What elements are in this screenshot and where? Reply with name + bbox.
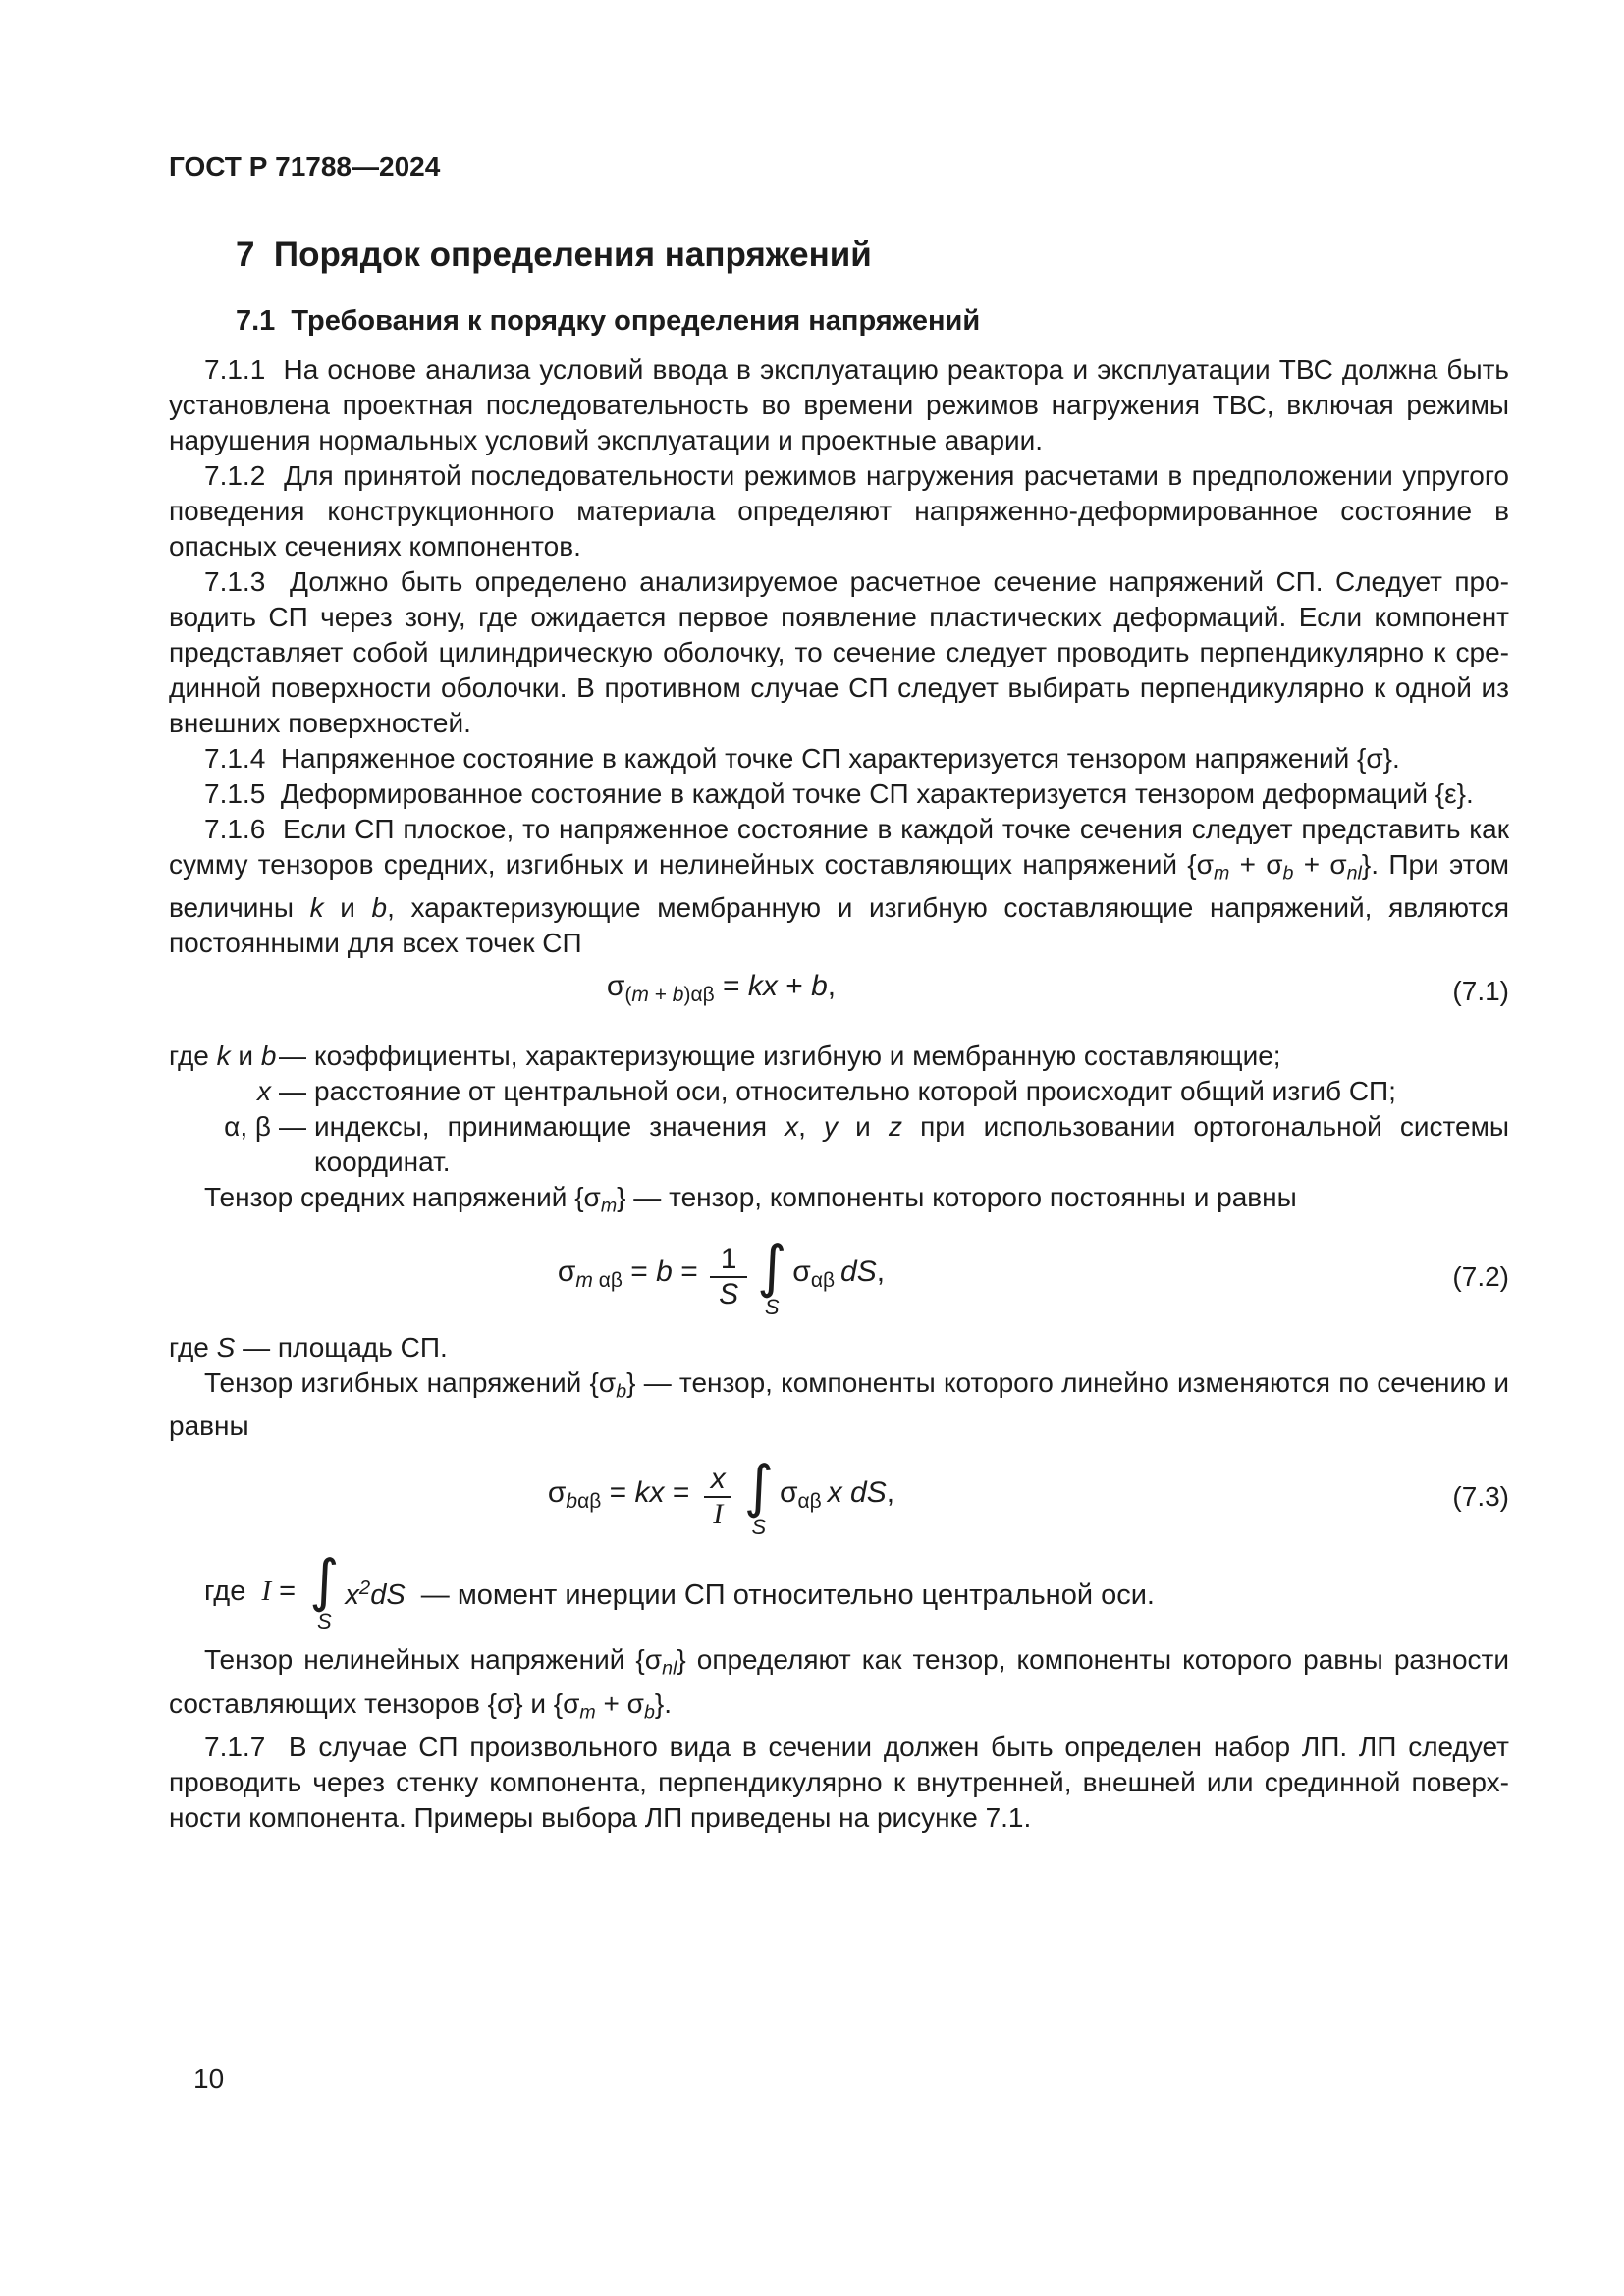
text-run: } — тензор, компоненты которого постоянны и равны <box>617 1182 1297 1213</box>
fraction <box>702 1463 734 1531</box>
text-run: , <box>827 970 837 1003</box>
document-body <box>169 352 1509 1836</box>
definition-description <box>314 1074 1509 1109</box>
paragraph <box>169 1730 1509 1836</box>
text-run: 1 <box>720 1242 737 1275</box>
text-run: dS <box>370 1578 406 1611</box>
fraction <box>710 1243 747 1311</box>
text-run: } определяют как тензор, компоненты которого равны разности составляющих тензоров {σ} и {σ <box>169 1644 1509 1719</box>
integral-sign: ∫ <box>309 1547 340 1615</box>
text-run: y <box>824 1111 839 1143</box>
text-run: — площадь СП. <box>235 1331 448 1362</box>
text-run: S <box>719 1277 739 1310</box>
text-run: I <box>713 1498 724 1531</box>
text-run: x dS <box>821 1475 887 1509</box>
definition-row <box>169 1074 1509 1109</box>
text-run: + σ <box>1293 849 1347 880</box>
formula-run <box>548 1475 698 1520</box>
inline-formula-line <box>169 1547 1509 1634</box>
integral <box>743 1453 774 1540</box>
text-run: , <box>876 1255 886 1289</box>
text-run: ( <box>624 984 632 1007</box>
text-run: = <box>664 1475 698 1509</box>
paragraph <box>169 1330 1509 1365</box>
integral-lower-limit <box>764 1294 780 1319</box>
text-run: b <box>672 984 684 1007</box>
formula-block <box>169 969 1509 1013</box>
paragraph <box>169 1642 1509 1730</box>
definition-description <box>314 1109 1509 1180</box>
text-run: m <box>1213 862 1230 884</box>
text-run: b <box>811 970 828 1003</box>
section-title: 7 Порядок определения напряжений <box>236 236 872 274</box>
text-run: kx <box>747 970 778 1003</box>
text-run: αβ <box>797 1489 822 1513</box>
definition-dash: — <box>279 1041 306 1072</box>
text-run: 7.1.3 Должно быть определено анализируемое расчетное сечение напряжений СП. Следует проводить СП через зону, где ожидается первое появление пластических деформаций. Если компонент представляет собой цилиндрическую оболочку, то сечение следует проводить перпендикулярно к срединной поверхности оболочки. В противном случае СП следует выбирать перпендикулярно к одной из внешних поверхностей. <box>169 566 1509 738</box>
text-run: σ <box>547 1475 567 1509</box>
doc-number: ГОСТ Р 71788—2024 <box>169 151 441 182</box>
text-run: 7.1.7 В случае СП произвольного вида в сечении должен быть определен набор ЛП. ЛП следует проводить через стенку компонента, перпендикулярно к внутренней, внешней или срединной поверхности компонента. Примеры выбора ЛП приведены на рисунке 7.1. <box>169 1732 1509 1834</box>
text-run: σ <box>792 1255 811 1289</box>
text-run: dS <box>835 1255 877 1289</box>
content-column <box>169 0 1509 1836</box>
text-run: x <box>710 1463 726 1496</box>
definition-dash: — <box>279 1111 306 1143</box>
formula-expression <box>557 1232 886 1319</box>
formula-run <box>261 1574 303 1609</box>
formula-run <box>607 969 836 1013</box>
text-run: расстояние от центральной оси, относительно которой происходит общий изгиб СП; <box>314 1076 1396 1107</box>
text-run: , характеризующие мембранную и изгибную составляющие напряжений, являются постоянными для всех точек СП <box>169 892 1510 959</box>
integral-lower-limit <box>752 1517 767 1538</box>
text-run: S <box>764 1294 780 1319</box>
text-run: 7.1.1 На основе анализа условий ввода в эксплуатацию реактора и эксплуатации ТВС должна быть установлена проектная последовательность во времени режимов нагружения ТВС, включая режимы нарушения нормальных условий эксплуатации и проектные аварии. <box>169 354 1509 455</box>
text-run: , <box>798 1111 825 1143</box>
integral-sign: ∫ <box>757 1232 787 1300</box>
text-run: }. <box>654 1687 672 1719</box>
formula-run <box>792 1255 885 1299</box>
text-run: k <box>309 892 324 924</box>
fraction-denominator <box>710 1276 747 1311</box>
definition-term <box>169 1074 271 1109</box>
text-run: и <box>838 1111 889 1143</box>
formula-run <box>558 1255 706 1299</box>
text-run: z <box>888 1111 902 1143</box>
text-run: и <box>323 892 372 924</box>
text-run: αβ <box>592 1269 623 1293</box>
text-run: I <box>261 1575 272 1608</box>
text-run: = <box>714 970 748 1003</box>
text-run: σ <box>606 970 625 1003</box>
subsection-title: 7.1 Требования к порядку определения напряжений <box>236 305 981 337</box>
integral <box>757 1232 787 1319</box>
text-run: x <box>257 1076 271 1107</box>
text-run: = <box>271 1575 304 1608</box>
text-run: 7.1.5 Деформированное состояние в каждой точке СП характеризуется тензором деформаций {ε}. <box>204 778 1474 809</box>
text-run: + σ <box>595 1687 644 1719</box>
formula-expression <box>547 1453 895 1540</box>
text-run: , <box>886 1475 895 1509</box>
paragraph <box>169 812 1509 961</box>
text-run: = <box>672 1255 707 1289</box>
text-run: 2 <box>358 1576 371 1599</box>
integral <box>309 1547 340 1634</box>
definition-term <box>169 1039 277 1074</box>
text-run: где <box>204 1575 262 1608</box>
text-run: S <box>751 1515 767 1540</box>
integral-sign: ∫ <box>743 1453 774 1521</box>
text-run: nl <box>662 1657 677 1680</box>
integral-lower-limit <box>317 1611 332 1632</box>
definition-description <box>314 1039 1509 1074</box>
text-run: b <box>260 1041 277 1072</box>
text-run: S <box>316 1609 332 1634</box>
text-run: = <box>622 1255 657 1289</box>
text-run: )αβ <box>683 984 715 1007</box>
text-run: nl <box>1346 862 1362 884</box>
text-run: b <box>566 1489 578 1513</box>
text-run: — момент инерции СП относительно центральной оси. <box>405 1578 1155 1611</box>
fraction-denominator <box>704 1496 731 1531</box>
formula-run <box>345 1571 1155 1613</box>
text-run: 7.1.2 Для принятой последовательности режимов нагружения расчетами в предположении упругого поведения конструкционного материала определяют напряженно-деформированное состояние в опасных сечениях компонентов. <box>169 460 1509 561</box>
paragraph <box>169 458 1509 564</box>
text-run: αβ <box>577 1489 602 1513</box>
text-run: }. При этом величины <box>169 849 1509 924</box>
text-run: m <box>579 1701 596 1724</box>
formula-number: (7.2) <box>1452 1260 1509 1292</box>
text-run: m <box>600 1195 618 1217</box>
formula-run <box>780 1475 894 1520</box>
text-run: b <box>616 1380 627 1403</box>
definition-row <box>169 1039 1509 1074</box>
text-run: и <box>230 1041 261 1072</box>
text-run: Тензор нелинейных напряжений {σ <box>204 1644 663 1676</box>
formula-run <box>204 1574 261 1609</box>
text-run: при использовании ортогональной системы координат. <box>314 1111 1510 1178</box>
text-run: где <box>169 1041 217 1072</box>
text-run: + <box>777 970 812 1003</box>
text-run: 7.1.4 Напряженное состояние в каждой точке СП характеризуется тензором напряжений {σ}. <box>204 743 1400 774</box>
formula-expression <box>607 969 836 1013</box>
paragraph <box>169 741 1509 776</box>
text-run: = <box>601 1475 635 1509</box>
text-run: b <box>656 1255 673 1289</box>
text-run: Тензор средних напряжений {σ <box>204 1182 601 1213</box>
text-run: } — тензор, компоненты которого линейно изменяются по сечению и равны <box>169 1366 1510 1442</box>
text-run: σ <box>779 1475 798 1509</box>
paragraph <box>169 564 1509 741</box>
paragraph <box>169 776 1509 812</box>
text-run: m <box>575 1269 593 1293</box>
text-run: σ <box>557 1255 576 1289</box>
paragraph <box>169 352 1509 458</box>
text-run: αβ <box>810 1269 836 1293</box>
text-run: m <box>631 984 649 1007</box>
text-run: где <box>169 1331 217 1362</box>
fraction-numerator <box>702 1463 734 1496</box>
text-run: b <box>1282 862 1294 884</box>
text-run: 7.1.6 Если СП плоское, то напряженное состояние в каждой точке сечения следует представить как сумму тензоров средних, изгибных и нелинейных составляющих напряжений {σ <box>169 814 1509 880</box>
formula-block <box>169 1453 1509 1540</box>
text-run: k <box>216 1041 231 1072</box>
paragraph <box>169 1180 1509 1223</box>
formula-number: (7.1) <box>1452 975 1509 1006</box>
formula-number: (7.3) <box>1452 1481 1509 1513</box>
definition-term <box>169 1109 271 1180</box>
text-run: + σ <box>1229 849 1283 880</box>
definition-row <box>169 1109 1509 1180</box>
text-run: индексы, принимающие значения <box>314 1111 785 1143</box>
fraction-numerator <box>712 1243 746 1276</box>
text-run: b <box>643 1701 655 1724</box>
text-run: x <box>785 1111 799 1143</box>
definition-dash: — <box>279 1076 306 1107</box>
text-run: x <box>345 1578 359 1611</box>
text-run: b <box>371 892 388 924</box>
paragraph <box>169 1365 1509 1444</box>
page-number: 10 <box>193 2063 225 2094</box>
text-run: + <box>648 984 673 1007</box>
text-run: коэффициенты, характеризующие изгибную и мембранную составляющие; <box>314 1041 1281 1072</box>
formula-block <box>169 1232 1509 1319</box>
text-run: Тензор изгибных напряжений {σ <box>204 1366 617 1398</box>
text-run: α, β <box>224 1111 271 1143</box>
text-run: S <box>216 1331 236 1362</box>
text-run: kx <box>634 1475 665 1509</box>
